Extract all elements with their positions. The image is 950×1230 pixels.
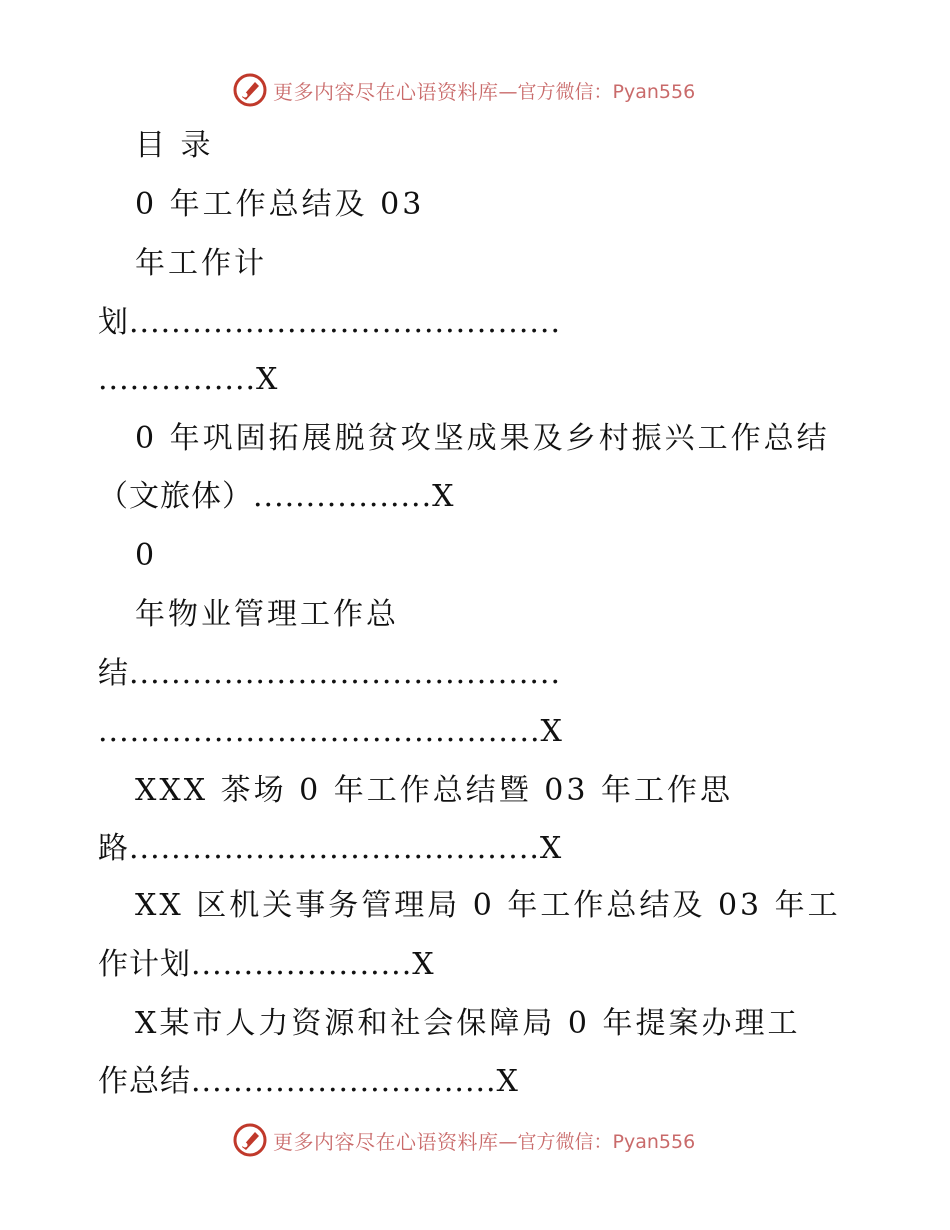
toc-line: ..........................................X xyxy=(98,714,563,749)
toc-line: 作总结.............................X xyxy=(98,1064,519,1099)
watermark-banner-bottom xyxy=(233,1120,753,1160)
toc-line: 结......................................... xyxy=(98,656,561,691)
watermark-text: 更多内容尽在心语资料库 xyxy=(273,79,499,104)
toc-line: 路.......................................X xyxy=(98,831,563,866)
toc-line: 划......................................... xyxy=(98,305,561,340)
toc-line: XXX 茶场 0 年工作总结暨 03 年工作思 xyxy=(135,773,734,808)
watermark-text: 更多内容尽在心语资料库 xyxy=(273,1129,499,1154)
toc-line: XX 区机关事务管理局 0 年工作总结及 03 年工 xyxy=(135,888,841,923)
toc-title: 目 录 xyxy=(135,128,214,163)
watermark-sub: —官方微信：Pyan556 xyxy=(498,1130,696,1153)
toc-line: ...............X xyxy=(98,362,279,397)
toc-line: 年工作计 xyxy=(135,246,267,281)
toc-line: 作计划.....................X xyxy=(98,947,435,982)
toc-line: 0 年工作总结及 03 xyxy=(135,187,425,222)
toc-line: 0 年巩固拓展脱贫攻坚成果及乡村振兴工作总结 xyxy=(135,421,830,456)
watermark-sub: —官方微信：Pyan556 xyxy=(498,80,696,103)
toc-line: X某市人力资源和社会保障局 0 年提案办理工 xyxy=(135,1006,801,1041)
toc-line: （文旅体）.................X xyxy=(98,479,455,514)
toc-line: 0 xyxy=(135,538,158,573)
pen-logo-icon xyxy=(233,73,267,107)
watermark-banner-top xyxy=(233,70,753,110)
pen-logo-icon xyxy=(233,1123,267,1157)
toc-line: 年物业管理工作总 xyxy=(135,597,399,632)
